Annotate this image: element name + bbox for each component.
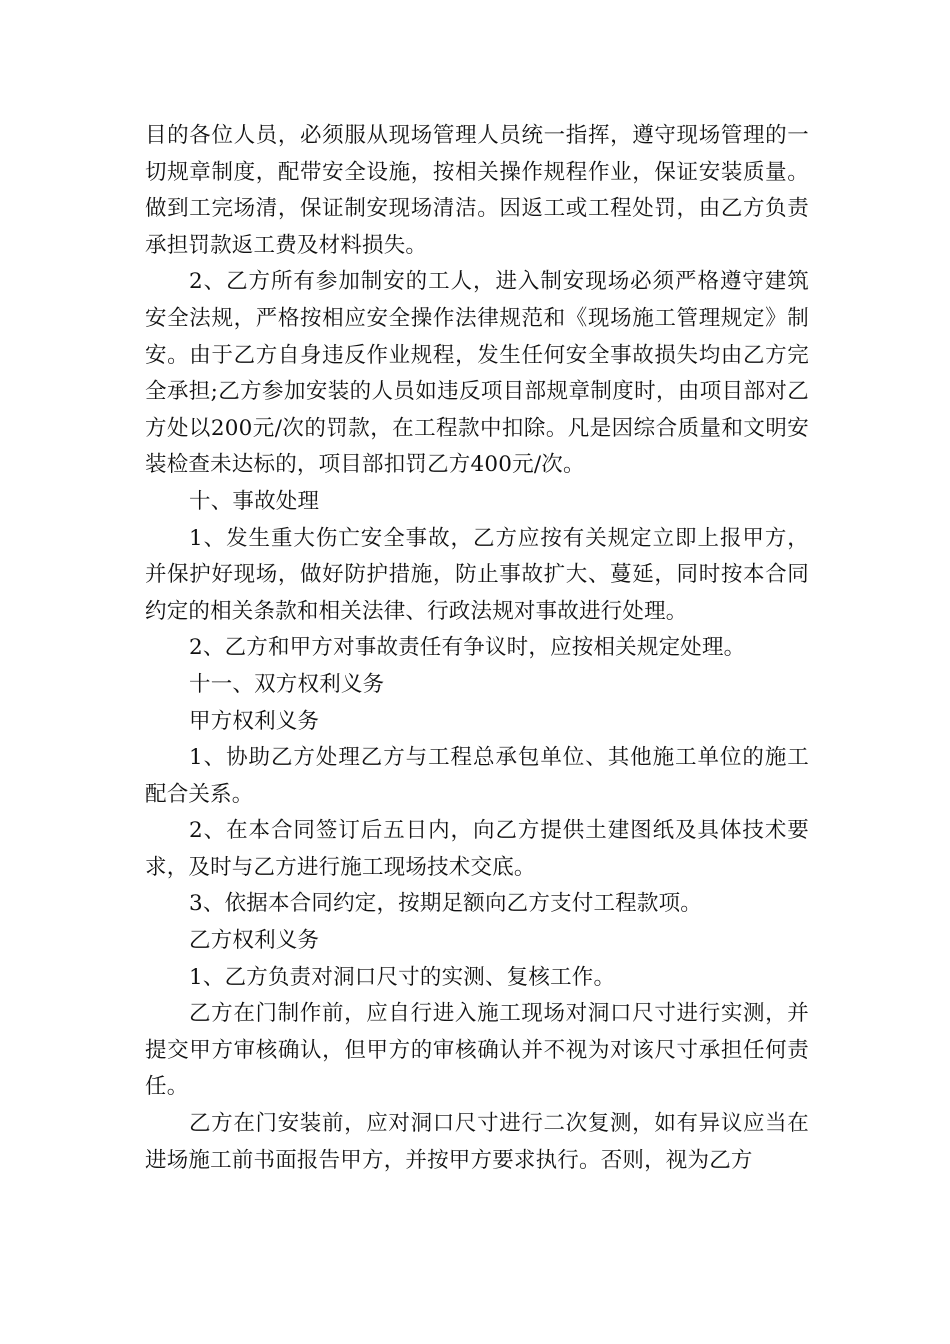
paragraph-party-b-2: 乙方在门制作前，应自行进入施工现场对洞口尺寸进行实测，并提交甲方审核确认，但甲方的审核确认并不视为对该尺寸承担任何责任。 bbox=[145, 1001, 809, 1100]
paragraph-party-b-3: 乙方在门安装前，应对洞口尺寸进行二次复测，如有异议应当在进场施工前书面报告甲方，并按甲方要求执行。否则，视为乙方 bbox=[145, 1111, 809, 1173]
subheading-party-a: 甲方权利义务 bbox=[189, 708, 320, 734]
paragraph-2: 2、乙方所有参加制安的工人，进入制安现场必须严格遵守建筑安全法规，严格按相应安全操作法律规范和《现场施工管理规定》制安。由于乙方自身违反作业规程，发生任何安全事故损失均由乙方完全承担;乙方参加安装的人员如违反项目部规章制度时，由项目部对乙方处以200元/次的罚款，在工程款中扣除。凡是因综合质量和文明安装检查未达标的，项目部扣罚乙方400元/次。 bbox=[145, 269, 809, 478]
paragraph-party-a-1: 1、协助乙方处理乙方与工程总承包单位、其他施工单位的施工配合关系。 bbox=[145, 745, 809, 807]
paragraph-party-a-3: 3、依据本合同约定，按期足额向乙方支付工程款项。 bbox=[189, 891, 702, 917]
document-body bbox=[145, 118, 809, 1179]
section-heading-rights: 十一、双方权利义务 bbox=[189, 671, 385, 697]
subheading-party-b: 乙方权利义务 bbox=[189, 928, 320, 954]
paragraph-accident-2: 2、乙方和甲方对事故责任有争议时，应按相关规定处理。 bbox=[189, 635, 746, 661]
section-heading-accident: 十、事故处理 bbox=[189, 488, 320, 514]
paragraph-1: 目的各位人员，必须服从现场管理人员统一指挥，遵守现场管理的一切规章制度，配带安全设施，按相关操作规程作业，保证安装质量。做到工完场清，保证制安现场清洁。因返工或工程处罚，由乙方负责承担罚款返工费及材料损失。 bbox=[145, 123, 809, 258]
paragraph-accident-1: 1、发生重大伤亡安全事故，乙方应按有关规定立即上报甲方，并保护好现场，做好防护措施，防止事故扩大、蔓延，同时按本合同约定的相关条款和相关法律、行政法规对事故进行处理。 bbox=[145, 525, 809, 624]
paragraph-party-b-1: 1、乙方负责对洞口尺寸的实测、复核工作。 bbox=[189, 964, 616, 990]
paragraph-party-a-2: 2、在本合同签订后五日内，向乙方提供土建图纸及具体技术要求，及时与乙方进行施工现场技术交底。 bbox=[145, 818, 809, 880]
